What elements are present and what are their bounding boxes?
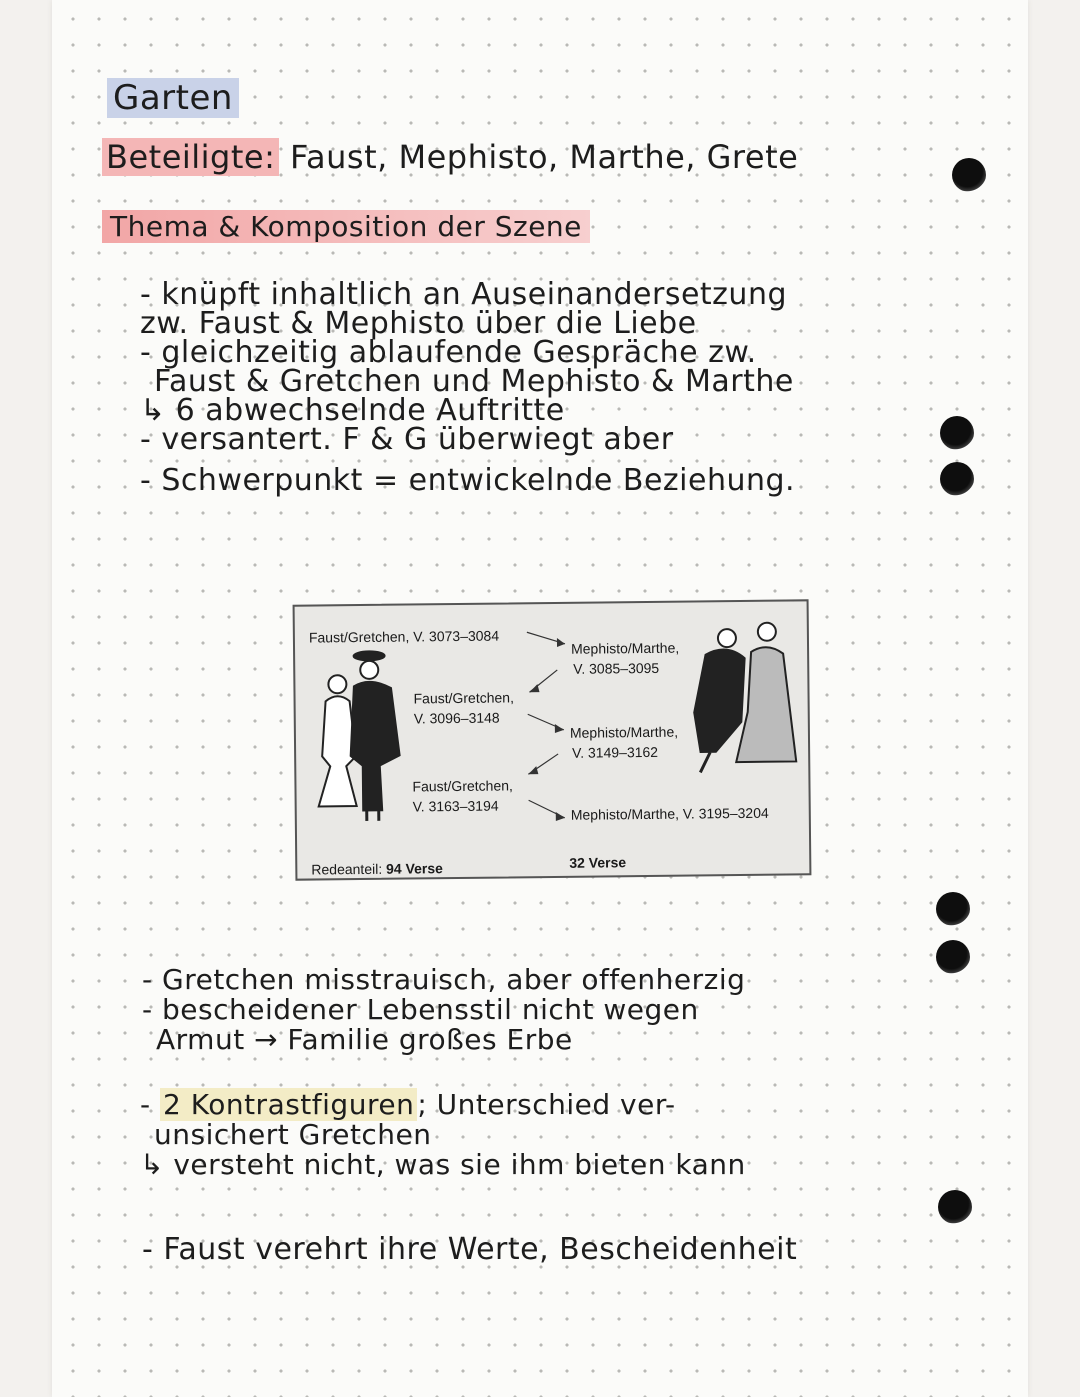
note-line: Faust & Gretchen und Mephisto & Marthe [154, 364, 794, 399]
note-line: unsichert Gretchen [154, 1118, 432, 1151]
mm-scene-1-b: V. 3085–3095 [573, 659, 660, 677]
fg-scene-1: Faust/Gretchen, V. 3073–3084 [308, 627, 500, 646]
kontrast-rest: ; Unterschied ver- [417, 1088, 676, 1121]
note-line: ↳ versteht nicht, was sie ihm bieten kann [140, 1148, 746, 1181]
redeanteil-value: 94 Verse [385, 860, 443, 877]
scene-structure-figure [293, 599, 812, 880]
notebook-page [52, 0, 1028, 1397]
fg-scene-3-b: V. 3163–3194 [412, 797, 499, 815]
participants-line [102, 138, 798, 176]
binder-hole [936, 940, 970, 974]
note-line: - knüpft inhaltlich an Auseinandersetzung [140, 277, 787, 312]
binder-hole [940, 416, 974, 450]
binder-hole [940, 462, 974, 496]
mephisto-marthe-illustration [693, 622, 797, 772]
binder-hole [938, 1190, 972, 1224]
mm-scene-2-b: V. 3149–3162 [572, 743, 659, 761]
mm-scene-1-a: Mephisto/Marthe, [570, 639, 680, 657]
redeanteil-label: Redeanteil: [311, 860, 383, 878]
note-line: - bescheidener Lebensstil nicht wegen [142, 993, 699, 1026]
note-line: - 2 Kontrastfiguren ; Unterschied ver- [140, 1088, 676, 1121]
notes-block-2 [142, 965, 745, 1055]
note-line: - Gretchen misstrauisch, aber offenherzig [142, 963, 746, 996]
note-line: zw. Faust & Mephisto über die Liebe [140, 306, 697, 341]
mm-scene-3: Mephisto/Marthe, V. 3195–3204 [570, 804, 769, 823]
section-heading: Garten [107, 78, 239, 118]
faust-gretchen-illustration [317, 651, 401, 822]
verse-count-right: 32 Verse [569, 854, 627, 871]
notes-block-3 [140, 1090, 746, 1180]
binder-hole [952, 158, 986, 192]
notes-block-4: - Faust verehrt ihre Werte, Bescheidenheit [142, 1232, 798, 1267]
participants-names: Faust, Mephisto, Marthe, Grete [290, 138, 799, 176]
theme-heading: Thema & Komposition der Szene [102, 210, 590, 243]
fg-scene-3-a: Faust/Gretchen, [412, 777, 513, 795]
note-line: - gleichzeitig ablaufende Gespräche zw. [140, 335, 757, 370]
kontrast-highlight: 2 Kontrastfiguren [160, 1088, 417, 1121]
notes-block-1 [140, 277, 796, 498]
note-line: - versantert. F & G überwiegt aber [140, 422, 674, 457]
note-line: Armut → Familie großes Erbe [156, 1023, 573, 1056]
note-line: ↳ 6 abwechselnde Auftritte [140, 393, 565, 428]
binder-hole [936, 892, 970, 926]
fg-scene-2-b: V. 3096–3148 [413, 709, 500, 727]
redeanteil [311, 859, 443, 879]
mm-scene-2-a: Mephisto/Marthe, [569, 723, 679, 741]
fg-scene-2-a: Faust/Gretchen, [413, 689, 515, 707]
note-line: - Schwerpunkt = entwickelnde Beziehung. [140, 463, 796, 498]
participants-label: Beteiligte: [102, 138, 279, 176]
